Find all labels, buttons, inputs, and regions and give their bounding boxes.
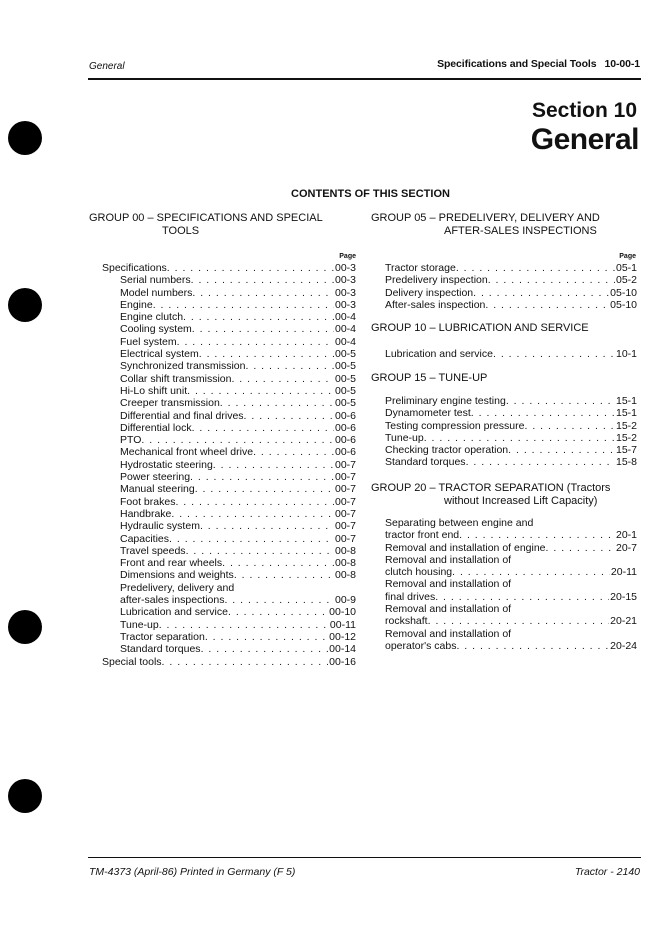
running-header-left: General [89, 61, 125, 72]
dot-leader [190, 471, 334, 483]
group-15-heading: GROUP 15 – TUNE-UP [371, 372, 488, 384]
dot-leader [167, 262, 334, 274]
toc-entry-page: 00-12 [329, 630, 356, 643]
toc-entry [102, 459, 356, 471]
toc-entry-title: Foot brakes [120, 495, 176, 508]
toc-entry-page: 00-7 [334, 483, 356, 496]
group-20-heading [371, 482, 656, 508]
toc-entry-page: 00-7 [334, 532, 356, 545]
toc-entry-page: 00-5 [334, 372, 356, 385]
dot-leader [466, 456, 615, 468]
toc-entry-title: Engine clutch [120, 311, 184, 324]
toc-entry-page: 00-5 [334, 360, 356, 373]
dot-leader [191, 274, 334, 286]
toc-entry [102, 520, 356, 532]
toc-entry-title: Differential lock [120, 421, 192, 434]
toc-entry-title: Front and rear wheels [120, 557, 223, 570]
toc-entry-title: Capacities [120, 532, 170, 545]
dot-leader [471, 407, 615, 419]
toc-entry: Separating between engine and [385, 517, 534, 529]
toc-entry-page: 00-8 [334, 557, 356, 570]
dot-leader [456, 640, 609, 652]
toc-entry-title: Fuel system [120, 335, 177, 348]
toc-entry-page: 05-10 [610, 286, 637, 299]
toc-entry-title: Hydraulic system [120, 520, 200, 533]
toc-entry-page: 00-8 [334, 544, 356, 557]
toc-entry-page: 20-11 [610, 566, 637, 579]
header-page-number: 10-00-1 [604, 58, 640, 70]
toc-entry [102, 287, 356, 299]
dot-leader [488, 274, 615, 286]
dot-leader [424, 432, 615, 444]
dot-leader [171, 508, 334, 520]
toc-entry [102, 569, 356, 581]
toc-entry-page: 20-7 [615, 541, 637, 554]
dot-leader [234, 569, 334, 581]
dot-leader [195, 483, 334, 495]
toc-entry [385, 432, 637, 444]
toc-entry-page: 00-6 [334, 409, 356, 422]
toc-entry-title: Lubrication and service [385, 348, 493, 360]
toc-entry [385, 444, 637, 456]
toc-entry-page: 00-7 [334, 520, 356, 533]
dot-leader [506, 395, 615, 407]
toc-entry [102, 508, 356, 520]
toc-entry [102, 631, 356, 643]
toc-entry [102, 274, 356, 286]
toc-entry-title: Testing compression pressure [385, 419, 525, 432]
toc-entry-page: 00-3 [334, 298, 356, 311]
toc-entry-page: 00-16 [329, 655, 356, 668]
toc-entry [385, 274, 637, 286]
dot-leader [493, 348, 615, 360]
toc-entry-title: Predelivery inspection [385, 274, 488, 287]
dot-leader [205, 631, 328, 643]
toc-entry-title: Serial numbers [120, 274, 191, 287]
toc-entry [385, 566, 637, 578]
dot-leader [153, 299, 334, 311]
toc-entry [385, 640, 637, 652]
toc-entry-title: Power steering [120, 471, 191, 484]
toc-entry [102, 533, 356, 545]
page-column-label: Page [339, 253, 356, 260]
toc-entry-page: 00-3 [334, 286, 356, 299]
page-column-label: Page [619, 253, 636, 260]
toc-entry [385, 615, 637, 627]
toc-entry [102, 619, 356, 631]
group-05-heading [371, 212, 651, 238]
toc-entry-page: 20-1 [615, 529, 637, 542]
dot-leader [253, 446, 334, 458]
group-00-title-line1: GROUP 00 – SPECIFICATIONS AND SPECIAL [89, 212, 323, 224]
toc-entry-page: 00-5 [334, 348, 356, 361]
toc-entry-page: 10-1 [615, 348, 637, 360]
toc-entry-page: 15-8 [615, 456, 637, 469]
toc-entry [385, 591, 637, 603]
toc-entry-page: 00-6 [334, 434, 356, 447]
toc-entry-page: 00-4 [334, 335, 356, 348]
toc-entry [102, 360, 356, 372]
toc-entry-title: Collar shift transmission [120, 372, 232, 385]
group-20-title-line1: GROUP 20 – TRACTOR SEPARATION (Tractors [371, 482, 611, 494]
toc-entry-page: 00-3 [334, 274, 356, 287]
toc-entry-page: 00-6 [334, 421, 356, 434]
dot-leader [459, 529, 615, 541]
toc-entry-title: clutch housing [385, 566, 453, 579]
toc-entry [385, 407, 637, 419]
toc-entry-page: 00-7 [334, 495, 356, 508]
dot-leader [159, 619, 329, 631]
toc-entry-title: rockshaft [385, 615, 428, 628]
dot-leader [177, 336, 334, 348]
footer-rule [88, 857, 641, 858]
toc-entry-page: 00-7 [334, 471, 356, 484]
toc-entry [102, 323, 356, 335]
toc-entry [102, 446, 356, 458]
punch-hole [8, 121, 42, 155]
toc-entry-title: Delivery inspection [385, 286, 474, 299]
toc-entry [102, 496, 356, 508]
toc-entry [102, 422, 356, 434]
group-10-toc [385, 348, 637, 360]
toc-entry-title: Creeper transmission [120, 397, 220, 410]
toc-entry-title: Special tools [102, 655, 162, 668]
toc-entry [102, 557, 356, 569]
toc-entry [102, 410, 356, 422]
toc-entry-page: 05-1 [615, 262, 637, 274]
group-00-title-line2: TOOLS [162, 225, 200, 237]
footer-publication-info: TM-4373 (April-86) Printed in Germany (F 5) [89, 866, 296, 878]
toc-entry-page: 05-2 [615, 274, 637, 287]
dot-leader [169, 533, 334, 545]
dot-leader [452, 566, 610, 578]
toc-entry-title: Standard torques [120, 643, 201, 656]
running-header-right [437, 58, 640, 70]
toc-entry-page: 20-15 [610, 590, 637, 603]
dot-leader [183, 311, 334, 323]
toc-entry-title: Handbrake [120, 507, 172, 520]
toc-entry-page: 00-8 [334, 569, 356, 582]
toc-entry-page: 15-1 [615, 395, 637, 407]
group-15-toc [385, 395, 637, 469]
toc-entry-title: PTO [120, 434, 142, 447]
toc-entry-page: 00-5 [334, 397, 356, 410]
dot-leader [456, 262, 615, 274]
dot-leader [222, 557, 334, 569]
toc-entry: Predelivery, delivery and [120, 581, 235, 594]
toc-entry-title: Hydrostatic steering [120, 458, 213, 471]
dot-leader [244, 410, 334, 422]
toc-entry [385, 529, 637, 541]
dot-leader [228, 606, 328, 618]
group-05-title-line2: AFTER-SALES INSPECTIONS [444, 225, 597, 237]
toc-entry: Removal and installation of [385, 578, 512, 591]
toc-entry-page: 00-4 [334, 323, 356, 336]
toc-entry [102, 348, 356, 360]
toc-entry-title: Lubrication and service [120, 606, 228, 619]
toc-entry-title: Differential and final drives [120, 409, 244, 422]
toc-entry [385, 456, 637, 468]
dot-leader [213, 459, 334, 471]
dot-leader [192, 323, 334, 335]
dot-leader [485, 299, 609, 311]
dot-leader [192, 422, 334, 434]
toc-entry-title: Tune-up [120, 618, 159, 631]
toc-entry: Removal and installation of [385, 553, 512, 566]
toc-entry-page: 20-21 [610, 615, 637, 628]
dot-leader [231, 373, 334, 385]
dot-leader [200, 520, 334, 532]
dot-leader [220, 397, 334, 409]
toc-entry-title: Electrical system [120, 348, 199, 361]
dot-leader [524, 420, 615, 432]
punch-hole [8, 610, 42, 644]
section-number: Section 10 [531, 99, 637, 122]
toc-entry: Removal and installation of [385, 627, 512, 640]
dot-leader [199, 348, 334, 360]
toc-entry [385, 395, 637, 407]
toc-entry-title: Synchronized transmission [120, 360, 246, 373]
toc-entry [102, 397, 356, 409]
toc-entry [102, 373, 356, 385]
toc-entry-page: 15-2 [615, 419, 637, 432]
toc-entry [102, 471, 356, 483]
group-05-title-line1: GROUP 05 – PREDELIVERY, DELIVERY AND [371, 212, 600, 224]
toc-entry [385, 299, 637, 311]
toc-entry [385, 348, 637, 360]
toc-entry-page: 05-10 [610, 298, 637, 311]
toc-entry-title: Removal and installation of engine [385, 541, 546, 554]
contents-heading: CONTENTS OF THIS SECTION [291, 188, 450, 200]
dot-leader [186, 545, 334, 557]
toc-entry-title: Specifications [102, 262, 167, 274]
toc-entry [102, 311, 356, 323]
section-title: General [530, 123, 639, 156]
dot-leader [245, 360, 334, 372]
toc-entry [102, 606, 356, 618]
header-rule [88, 78, 641, 80]
toc-entry-page: 00-3 [334, 262, 356, 274]
toc-entry [102, 594, 356, 606]
toc-entry-title: After-sales inspection [385, 298, 486, 311]
dot-leader [162, 656, 329, 668]
toc-entry-title: final drives [385, 590, 436, 603]
toc-entry-title: Manual steering [120, 483, 195, 496]
toc-entry [385, 262, 637, 274]
toc-entry-page: 00-11 [329, 618, 356, 631]
toc-entry-page: 00-10 [329, 606, 356, 619]
dot-leader [201, 643, 329, 655]
toc-entry-page: 00-5 [334, 384, 356, 397]
toc-entry-title: Standard torques [385, 456, 466, 469]
toc-entry-page: 00-14 [329, 643, 356, 656]
toc-entry [102, 643, 356, 655]
dot-leader [435, 591, 609, 603]
footer-model: Tractor - 2140 [574, 866, 640, 878]
toc-entry [102, 656, 356, 668]
toc-entry [102, 545, 356, 557]
toc-entry-page: 15-2 [615, 431, 637, 444]
toc-entry-page: 15-1 [615, 407, 637, 420]
header-chapter-title: Specifications and Special Tools [437, 58, 597, 70]
dot-leader [546, 542, 615, 554]
dot-leader [428, 615, 610, 627]
toc-entry-title: Tractor storage [385, 262, 456, 274]
toc-entry-title: after-sales inspections [120, 594, 225, 607]
toc-entry [385, 542, 637, 554]
toc-entry [102, 483, 356, 495]
toc-entry [102, 434, 356, 446]
dot-leader [187, 385, 334, 397]
toc-entry-page: 00-7 [334, 458, 356, 471]
group-20-toc [385, 517, 637, 652]
toc-entry [102, 385, 356, 397]
toc-entry-title: Model numbers [120, 286, 193, 299]
toc-entry-title: Engine [120, 298, 153, 311]
toc-entry-title: Mechanical front wheel drive [120, 446, 254, 459]
toc-entry-page: 00-4 [334, 311, 356, 324]
toc-entry-page: 15-7 [615, 444, 637, 457]
toc-entry-title: Dimensions and weights [120, 569, 234, 582]
toc-entry-page: 00-6 [334, 446, 356, 459]
dot-leader [508, 444, 615, 456]
toc-entry-title: Hi-Lo shift unit [120, 384, 188, 397]
toc-entry [102, 299, 356, 311]
toc-entry [385, 287, 637, 299]
dot-leader [141, 434, 334, 446]
punch-hole [8, 779, 42, 813]
toc-entry-title: Tune-up [385, 431, 424, 444]
toc-entry-title: Checking tractor operation [385, 444, 509, 457]
dot-leader [224, 594, 334, 606]
toc-entry-title: Cooling system [120, 323, 192, 336]
toc-entry-title: Travel speeds [120, 544, 186, 557]
toc-entry-title: tractor front end [385, 529, 460, 542]
dot-leader [473, 287, 609, 299]
toc-entry-page: 00-7 [334, 507, 356, 520]
toc-entry-title: Tractor separation [120, 630, 205, 643]
group-20-title-line2: without Increased Lift Capacity) [444, 495, 598, 507]
toc-entry: Removal and installation of [385, 603, 512, 616]
punch-hole [8, 288, 42, 322]
toc-entry-title: operator's cabs [385, 639, 457, 652]
group-00-heading [89, 212, 359, 238]
toc-entry-title: Dynamometer test [385, 407, 471, 420]
dot-leader [175, 496, 334, 508]
toc-entry-title: Preliminary engine testing [385, 395, 506, 407]
group-10-heading: GROUP 10 – LUBRICATION AND SERVICE [371, 322, 589, 334]
toc-entry [102, 262, 356, 274]
toc-entry [385, 420, 637, 432]
dot-leader [192, 287, 334, 299]
toc-entry [102, 336, 356, 348]
group-00-toc [102, 262, 356, 668]
group-05-toc [385, 262, 637, 311]
toc-entry-page: 20-24 [610, 639, 637, 652]
toc-entry-page: 00-9 [334, 594, 356, 607]
